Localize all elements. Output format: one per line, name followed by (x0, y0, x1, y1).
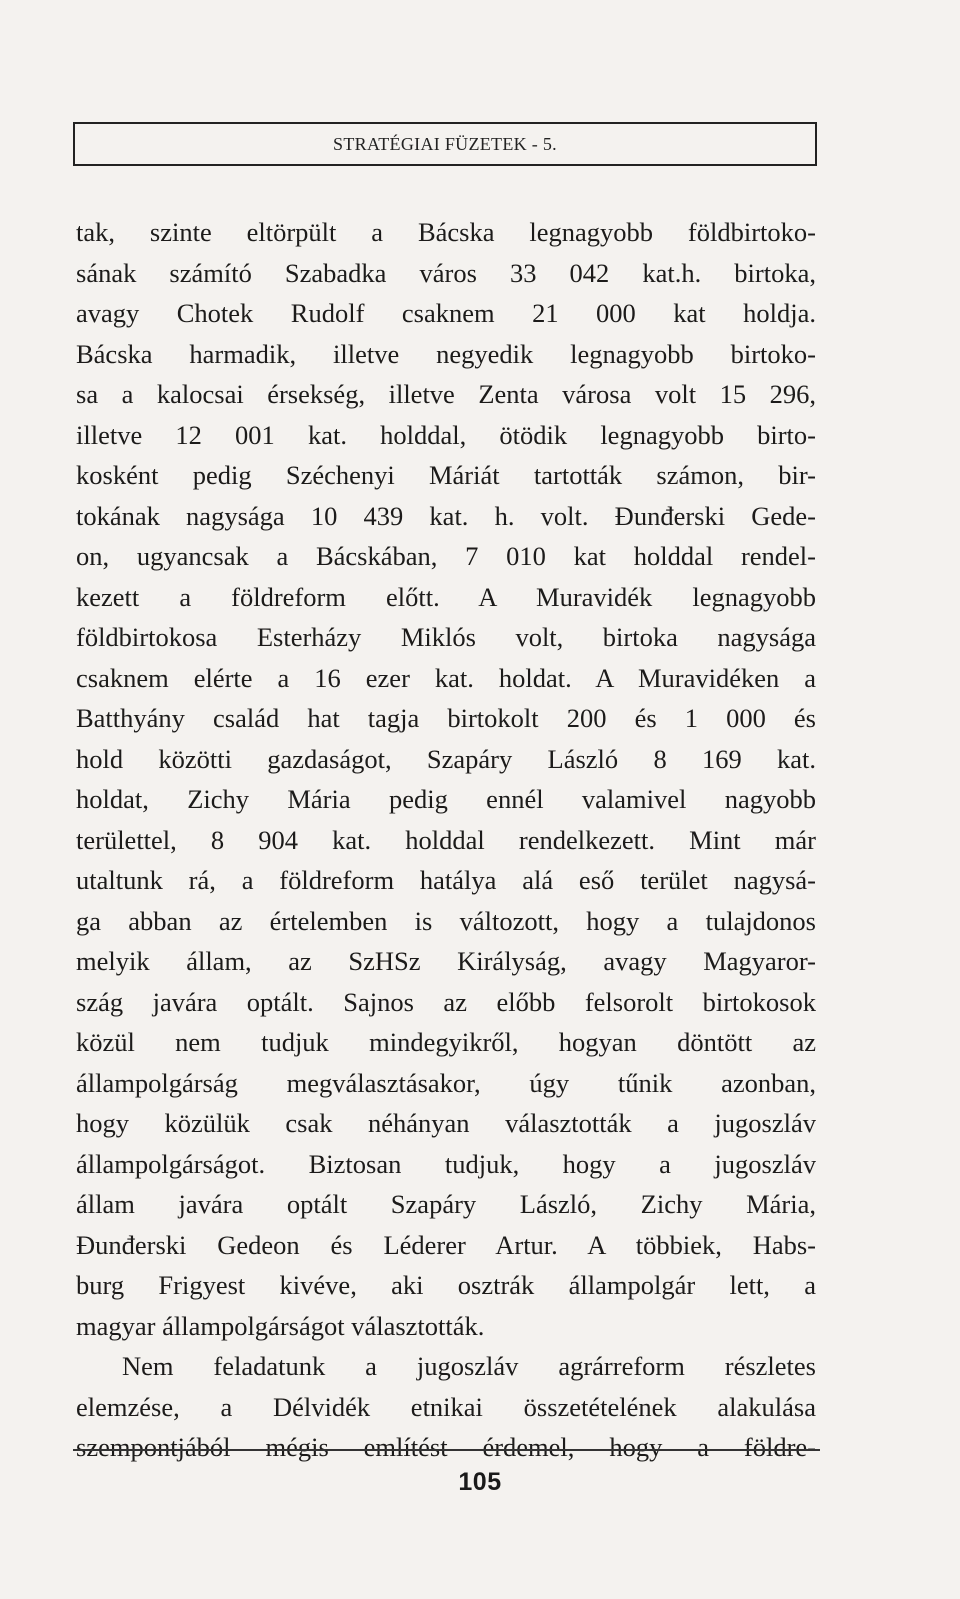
text-line: elemzése, a Délvidék etnikai összetételének alakulása (76, 1391, 816, 1422)
text-line: on, ugyancsak a Bácskában, 7 010 kat holddal rendel- (76, 541, 816, 571)
text-line: utaltunk rá, a földreform hatálya alá eső terület nagysá- (76, 865, 816, 895)
text-line: földbirtokosa Esterházy Miklós volt, birtoka nagysága (76, 622, 816, 652)
text-line: területtel, 8 904 kat. holddal rendelkezett. Mint már (76, 824, 816, 855)
text-line: hogy közülük csak néhányan választották a jugoszláv (76, 1108, 816, 1138)
text-line: csaknem elérte a 16 ezer kat. holdat. A Muravidéken a (76, 662, 816, 693)
text-line: avagy Chotek Rudolf csaknem 21 000 kat holdja. (76, 298, 816, 328)
running-header-title: STRATÉGIAI FÜZETEK - 5. (333, 133, 557, 154)
text-line: kezett a földreform előtt. A Muravidék legnagyobb (76, 581, 816, 612)
body-text (76, 212, 816, 1468)
text-line: szág javára optált. Sajnos az előbb felsorolt birtokosok (76, 986, 816, 1017)
footer-rule (73, 1449, 820, 1451)
text-line: melyik állam, az SzHSz Királyság, avagy Magyaror- (76, 946, 816, 976)
text-line: burg Frigyest kivéve, aki osztrák állampolgár lett, a (76, 1270, 816, 1300)
text-line: állampolgárságot. Biztosan tudjuk, hogy a jugoszláv (76, 1148, 816, 1179)
running-header (73, 122, 817, 166)
text-line: ga abban az értelemben is változott, hogy a tulajdonos (76, 905, 816, 936)
text-line: holdat, Zichy Mária pedig ennél valamivel nagyobb (76, 784, 816, 814)
text-line: tokának nagysága 10 439 kat. h. volt. Đunđerski Gede- (76, 500, 816, 531)
text-line: kosként pedig Széchenyi Máriát tartották számon, bir- (76, 460, 816, 490)
text-line: hold közötti gazdaságot, Szapáry László 8 169 kat. (76, 743, 816, 774)
text-line: sának számító Szabadka város 33 042 kat.h. birtoka, (76, 257, 816, 288)
text-line: tak, szinte eltörpült a Bácska legnagyobb földbirtoko- (76, 217, 816, 247)
text-line: sa a kalocsai érsekség, illetve Zenta városa volt 15 296, (76, 379, 816, 409)
text-line: illetve 12 001 kat. holddal, ötödik legnagyobb birto- (76, 419, 816, 450)
text-line: Đunđerski Gedeon és Léderer Artur. A többiek, Habs- (76, 1229, 816, 1260)
text-line: állampolgárság megválasztásakor, úgy tűnik azonban, (76, 1067, 816, 1098)
text-line: közül nem tudjuk mindegyikről, hogyan döntött az (76, 1027, 816, 1057)
text-line: Bácska harmadik, illetve negyedik legnagyobb birtoko- (76, 338, 816, 369)
text-line: Nem feladatunk a jugoszláv agrárreform részletes (122, 1351, 816, 1381)
text-line: magyar állampolgárságot választották. (76, 1310, 485, 1341)
page-number: 105 (458, 1468, 502, 1496)
text-line: szempontjából mégis említést érdemel, hogy a földre- (76, 1432, 816, 1462)
text-line: állam javára optált Szapáry László, Zichy Mária, (76, 1189, 816, 1219)
text-line: Batthyány család hat tagja birtokolt 200 és 1 000 és (76, 703, 816, 733)
